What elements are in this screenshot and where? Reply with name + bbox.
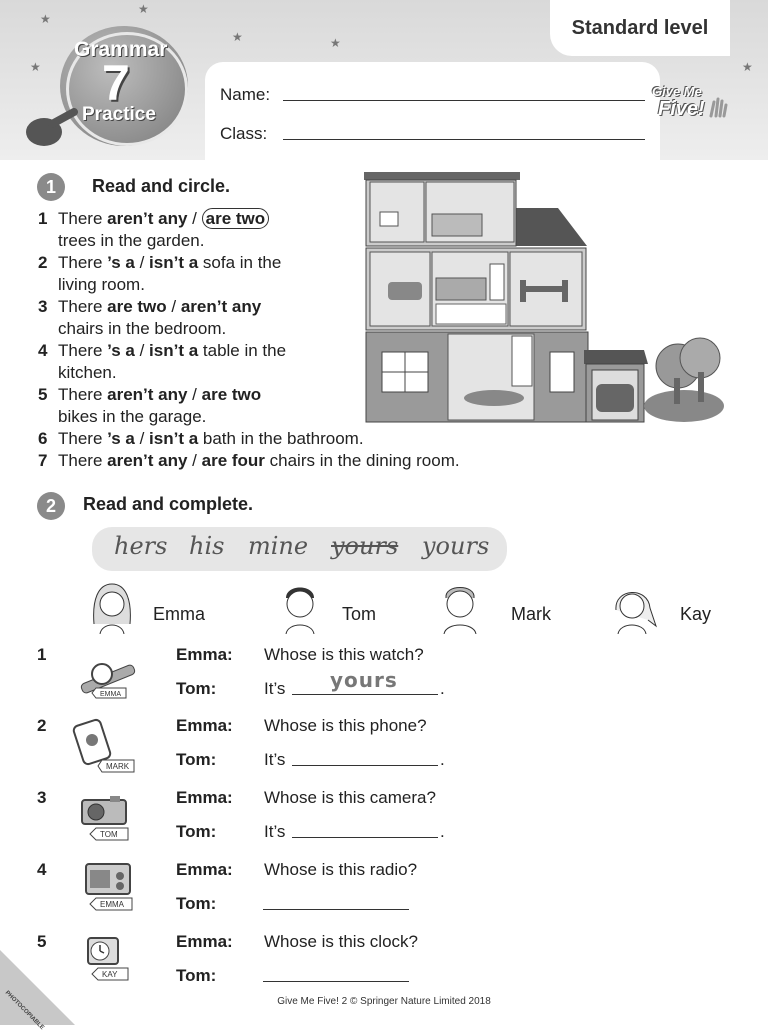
option-b[interactable]: isn’t a [149, 253, 199, 272]
name-tag: KAY [102, 970, 118, 979]
item-number: 4 [37, 860, 47, 879]
q-speaker: Emma: [176, 932, 233, 951]
option-b[interactable]: aren’t any [180, 297, 262, 316]
option-a[interactable]: ’s a [107, 341, 135, 360]
word-bank-item: his [189, 532, 225, 560]
exercise-1-number: 1 [37, 173, 65, 201]
item-number: 5 [37, 932, 47, 951]
circle-item-6: 6 There ’s a / isn’t a bath in the bathroom. [38, 429, 364, 448]
item-number: 3 [37, 788, 47, 807]
camera-icon [78, 792, 140, 846]
badge-number: 7 [102, 55, 130, 111]
kay-portrait-icon [608, 580, 658, 634]
option-a[interactable]: aren’t any [107, 385, 188, 404]
circle-item-7: 7 There aren’t any / are four chairs in the dining room. [38, 451, 460, 470]
circle-item-2-cont: living room. [58, 275, 145, 294]
answer-blank[interactable] [292, 694, 438, 695]
emma-portrait-icon [88, 580, 136, 634]
name-tag: TOM [100, 830, 118, 839]
a-speaker: Tom: [176, 679, 217, 698]
name-class-box [205, 62, 660, 160]
star-icon: ★ [30, 60, 41, 74]
option-b[interactable]: isn’t a [149, 341, 199, 360]
q-speaker: Emma: [176, 788, 233, 807]
period: . [440, 679, 445, 698]
a-speaker: Tom: [176, 894, 217, 913]
answer-prefix: It’s [264, 679, 286, 698]
word-bank-item: hers [114, 532, 168, 560]
class-field[interactable] [283, 139, 645, 140]
exercise-2-title: Read and complete. [83, 494, 254, 514]
roof-right [514, 208, 587, 246]
name-label: Name: [220, 85, 271, 104]
star-icon: ★ [138, 2, 149, 16]
watch-icon [72, 652, 138, 704]
a-speaker: Tom: [176, 966, 217, 985]
stairs-door [512, 336, 532, 386]
option-b[interactable]: are two [201, 385, 262, 404]
circle-item-3-cont: chairs in the bedroom. [58, 319, 227, 338]
circle-item-2: 2 There ’s a / isn’t a sofa in the [38, 253, 282, 272]
answer-prefix: It’s [264, 822, 286, 841]
hand-icon [708, 96, 728, 118]
star-icon: ★ [40, 12, 51, 26]
exercise-2-number: 2 [37, 492, 65, 520]
answer-prefix: It’s [264, 750, 286, 769]
example-answer: yours [330, 668, 398, 692]
phone-icon [72, 718, 138, 778]
logo-line1: Give Me [652, 84, 702, 99]
item-number: 1 [37, 645, 47, 664]
person-name: Mark [511, 604, 551, 624]
a-speaker: Tom: [176, 750, 217, 769]
name-field[interactable] [283, 100, 645, 101]
q-speaker: Emma: [176, 860, 233, 879]
question: Whose is this radio? [264, 860, 418, 879]
bed [432, 214, 482, 236]
star-icon: ★ [330, 36, 341, 50]
circle-item-1-cont: trees in the garden. [58, 231, 205, 250]
tom-portrait-icon [276, 580, 324, 634]
class-label: Class: [220, 124, 268, 143]
logo-line2: Five! [658, 98, 705, 120]
badge-title-top: Grammar [74, 38, 168, 61]
mark-portrait-icon [436, 578, 484, 634]
name-tag: EMMA [100, 691, 121, 698]
window [550, 352, 574, 392]
period: . [440, 822, 445, 841]
option-b[interactable]: are four [201, 451, 265, 470]
word-bank-item-used: yours [331, 532, 399, 560]
car [596, 384, 634, 412]
option-a[interactable]: ’s a [107, 429, 135, 448]
question: Whose is this watch? [264, 645, 424, 664]
photocopiable-corner [0, 950, 75, 1025]
circle-item-4-cont: kitchen. [58, 363, 117, 382]
a-speaker: Tom: [176, 822, 217, 841]
question: Whose is this clock? [264, 932, 418, 951]
circle-item-5: 5 There aren’t any / are two [38, 385, 262, 404]
word-bank-item: yours [422, 532, 490, 560]
option-b-circled[interactable]: are two [202, 208, 270, 229]
answer-blank[interactable] [263, 909, 409, 910]
badge-title-bottom: Practice [82, 104, 156, 125]
fridge [490, 264, 504, 300]
name-tag: EMMA [100, 900, 124, 909]
rug [464, 390, 524, 406]
item-number: 2 [37, 716, 47, 735]
person-name: Emma [153, 604, 206, 624]
circle-item-1: 1 There aren’t any / are two [38, 208, 269, 230]
option-a[interactable]: aren’t any [107, 451, 188, 470]
level-tab [550, 0, 730, 56]
garden [644, 390, 724, 422]
answer-blank[interactable] [292, 765, 438, 766]
question: Whose is this camera? [264, 788, 436, 807]
star-icon: ★ [232, 30, 243, 44]
clock-icon [82, 932, 142, 988]
q-speaker: Emma: [176, 716, 233, 735]
q-speaker: Emma: [176, 645, 233, 664]
garage-roof [584, 350, 648, 364]
answer-blank[interactable] [263, 981, 409, 982]
sink [380, 212, 398, 226]
circle-item-3: 3 There are two / aren’t any [38, 297, 262, 316]
radio-icon [80, 858, 142, 916]
option-a[interactable]: are two [107, 297, 167, 316]
person-name: Kay [680, 604, 712, 624]
word-bank-item: mine [248, 532, 309, 560]
person-name: Tom [342, 604, 377, 624]
question: Whose is this phone? [264, 716, 427, 735]
house-cutaway-illustration [362, 168, 724, 426]
name-tag: MARK [106, 762, 130, 771]
magnifier-handle-icon [22, 108, 78, 154]
answer-blank[interactable] [292, 837, 438, 838]
give-me-five-logo [650, 82, 730, 132]
circle-item-5-cont: bikes in the garage. [58, 407, 207, 426]
exercise-1-title: Read and circle. [92, 176, 231, 196]
star-icon: ★ [742, 60, 753, 74]
circle-item-4: 4 There ’s a / isn’t a table in the [38, 341, 287, 360]
option-a[interactable]: ’s a [107, 253, 135, 272]
option-a[interactable]: aren’t any [107, 209, 188, 228]
copyright: Give Me Five! 2 © Springer Nature Limited 2018 [277, 996, 491, 1007]
level-label: Standard level [571, 16, 709, 39]
photocopiable-label: PHOTOCOPIABLE [3, 990, 45, 1031]
sofa [388, 282, 422, 300]
option-b[interactable]: isn’t a [149, 429, 199, 448]
period: . [440, 750, 445, 769]
